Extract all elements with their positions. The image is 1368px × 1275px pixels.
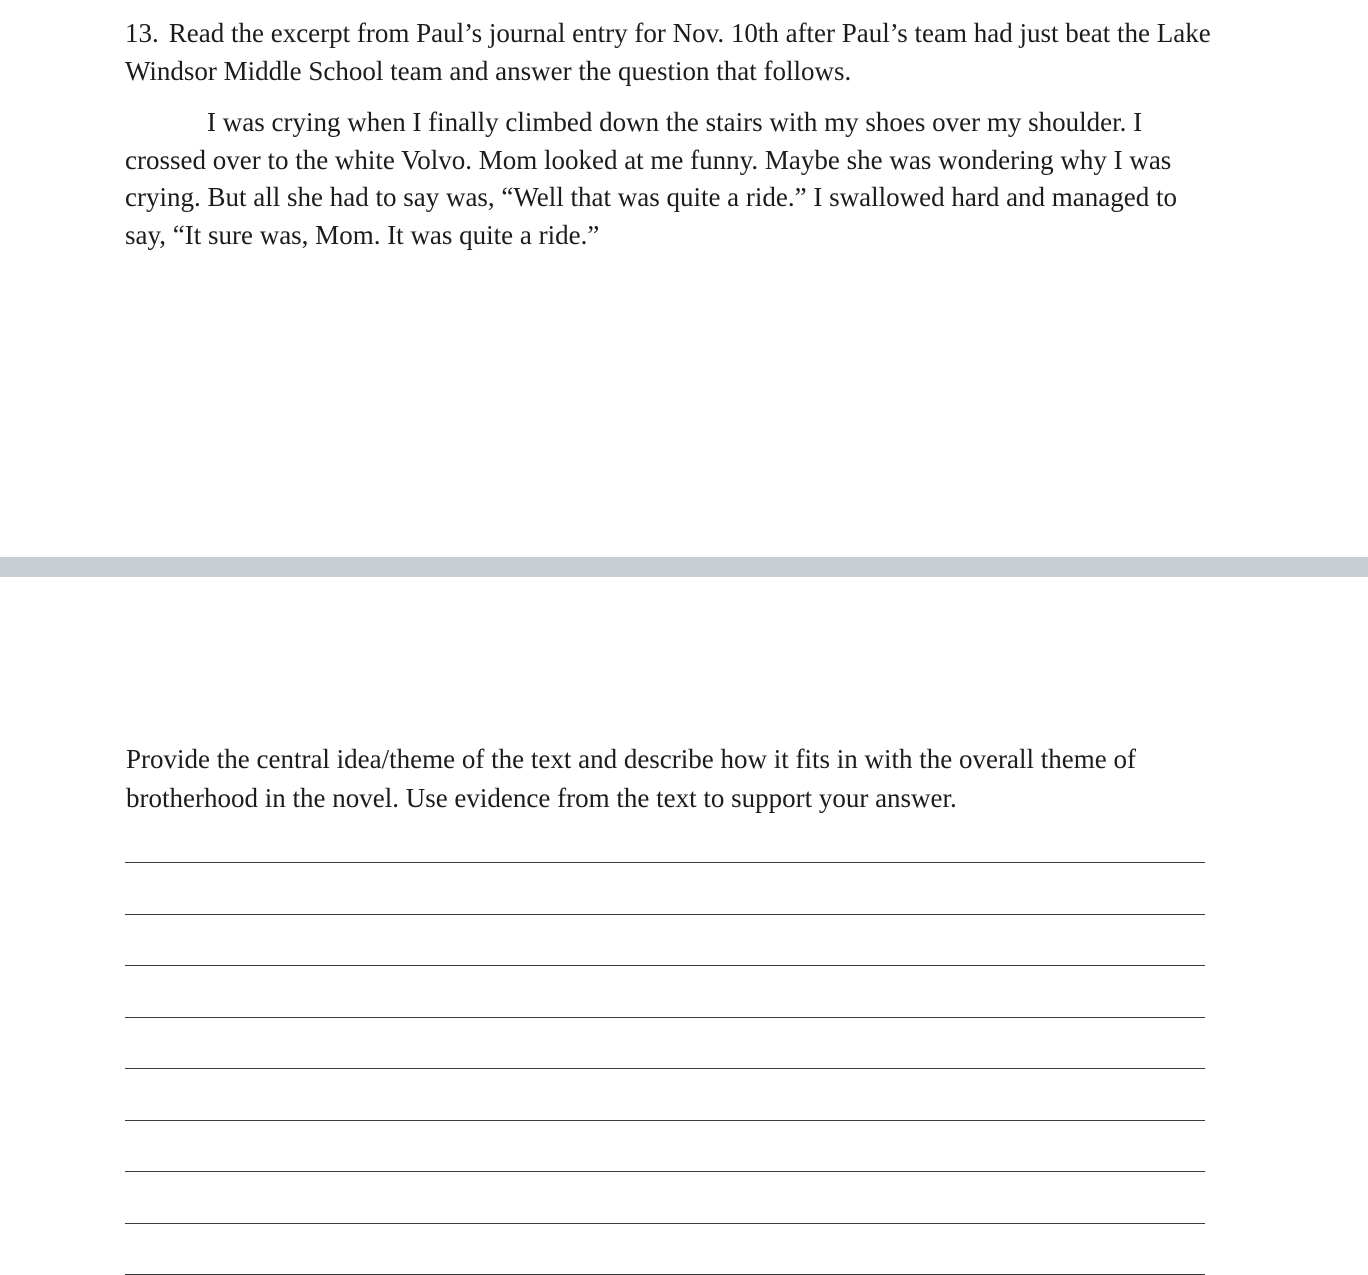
page-separator [0, 557, 1368, 577]
answer-line[interactable] [125, 1120, 1205, 1121]
answer-prompt: Provide the central idea/theme of the text and describe how it fits in with the overall theme of brotherhood in the novel. Use evidence from the text to support your answer. [126, 744, 1136, 813]
answer-line[interactable] [125, 1017, 1205, 1018]
journal-excerpt: I was crying when I finally climbed down the stairs with my shoes over my shoulder. I crossed over to the white Volvo. Mom looked at me funny. Maybe she was wondering why I was crying. But all she had to say was, “Well that was quite a ride.” I swallowed hard and managed to say, “It sure was, Mom. It was quite a ride.” [125, 107, 1178, 250]
question-text: Read the excerpt from Paul’s journal entry for Nov. 10th after Paul’s team had just beat the Lake Windsor Middle School team and answer the question that follows. [125, 18, 1211, 86]
answer-line[interactable] [125, 862, 1205, 863]
answer-line[interactable] [125, 1068, 1205, 1069]
question-number: 13. [125, 18, 159, 48]
answer-line[interactable] [125, 914, 1205, 915]
answer-line[interactable] [125, 1171, 1205, 1172]
answer-line[interactable] [125, 965, 1205, 966]
answer-line[interactable] [125, 1223, 1205, 1224]
question-13 [125, 14, 1215, 90]
